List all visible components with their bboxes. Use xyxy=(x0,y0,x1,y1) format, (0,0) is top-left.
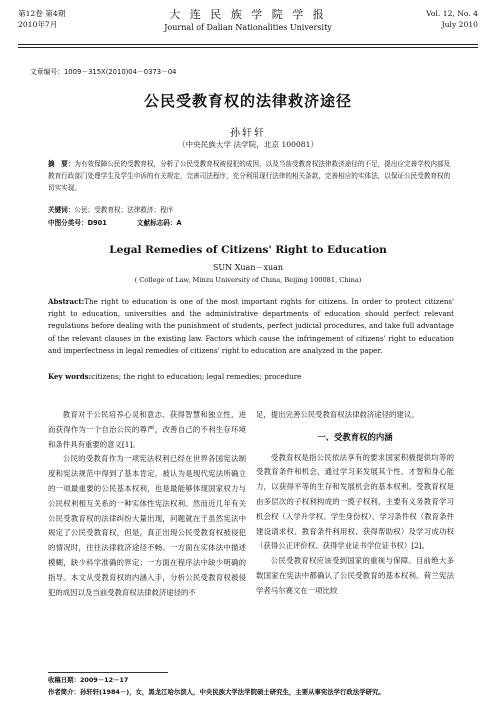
header-rule-bottom xyxy=(18,47,478,48)
abstract-cn xyxy=(48,158,454,194)
abstract-en xyxy=(48,296,454,357)
abstract-cn-text: 为有效保障公民的受教育权，分析了公民受教育权被侵犯的成因，以及当前受教育权法律救济途径的不足，提出应完善学校内部及教育行政部门处理学生及学生申诉的有关规定，完善司法程序，充分利用现行法律的相关条款，完善相应的实体法，以保证公民受教育权的切实实现。 xyxy=(48,160,451,192)
body-paragraph-continued: 足，提出完善公民受教育权法律救济途径的建议。 xyxy=(256,410,419,419)
keywords-en-label: Key words: xyxy=(48,372,92,381)
date-en: July 2010 xyxy=(441,20,478,29)
date-cn: 2010年7月 xyxy=(18,20,58,29)
body-paragraph: 教育对于公民培养心灵和意志、获得智慧和独立性，进而获得作为一个自治公民的尊严，改善自己的不利生存环境和条件具有重要的意义[1]。 xyxy=(48,410,246,449)
body-paragraph: 受教育权是指公民依法享有的要求国家积极提供均等的受教育条件和机会，通过学习来发展其个性、才智和身心能力，以获得平等的生存和发展机会的基本权利。受教育权是由多层次的子权利构成的一揽子权利，主要有义务教育学习机会权（入学升学权、学生身份权）、学习条件权（教育条件建设请求权、教育条件利用权、获得帮助权）及学习成功权（获得公正评价权、获得学业证书学位证书权）[2]。 xyxy=(256,452,454,551)
footnote-rule xyxy=(48,672,168,673)
volume-en: Vol. 12, No. 4 xyxy=(426,9,478,18)
document-code: 文献标志码：A xyxy=(136,219,182,227)
article-number: 文章编号：1009－315X(2010)04－0373－04 xyxy=(30,68,177,76)
keywords-en xyxy=(48,372,454,381)
body-column-left xyxy=(48,408,246,600)
keywords-cn-label: 关键词： xyxy=(48,206,75,214)
journal-name-en: Journal of Dalian Nationalities University xyxy=(164,23,332,32)
keywords-en-text: citizens; the right to education; legal remedies; procedure xyxy=(91,372,302,381)
class-number: 中图分类号：D901 xyxy=(48,219,107,227)
header-center xyxy=(18,8,478,33)
abstract-en-text: The right to education is one of the most important rights for citizens. In order to protect citizens' right to education, universities and the administrative departments of education should perfect relevant regulations before dealing with the punishment of students, perfect judicial procedures, and take full advantage of the relevant clauses in the existing law. Factors which cause the infringement of citizens' right to education and imperfectness in legal remedies of citizens' right to education are analyzed in the paper. xyxy=(48,297,454,355)
footnote-received: 收稿日期：2009－12－17 xyxy=(48,676,129,684)
author-affiliation-en: ( College of Law, Minzu University of China, Beijing 100081, China) xyxy=(134,276,362,284)
volume-cn: 第12卷 第4期 xyxy=(18,9,66,18)
abstract-cn-label: 摘 要： xyxy=(48,160,75,168)
abstract-en-label: Abstract: xyxy=(48,297,85,306)
paper-title-en: Legal Remedies of Citizens' Right to Education xyxy=(109,244,387,256)
author-name: 孙轩轩 xyxy=(230,128,266,139)
author-name-en: SUN Xuan－xuan xyxy=(212,263,284,272)
body-paragraph: 公民的受教育作为一项宪法权利已经在世界各国宪法制度和宪法规范中得到了基本肯定，被认为是现代宪法所确立的一项最重要的公民基本权利，也是最能够体现国家权力与公民权利相互关系的一种实体性宪法权利。然而近几年有关公民受教育权的法律纠纷大量出现，问题就在于虽然宪法中规定了公民受教育权，但是，真正出现公民受教育权被侵犯的情况时，往往法律救济途径不畅。一方面在实体法中描述模糊，缺少科学准确的界定；一方面在程序法中缺少明确的指导。本文从受教育权的内涵入手，分析公民受教育权被侵犯的成因以及当前受教育权法律救济途径的不 xyxy=(48,454,246,597)
header-right xyxy=(426,8,478,30)
paper-title: 公民受教育权的法律救济途径 xyxy=(143,92,352,110)
classification-line xyxy=(48,217,210,227)
keywords-cn xyxy=(48,204,173,214)
author-affiliation: （中央民族大学 法学院，北京 100081） xyxy=(177,140,319,149)
journal-name-cn: 大 连 民 族 学 院 学 报 xyxy=(169,8,327,21)
keywords-cn-text: 公民；受教育权；法律救济；程序 xyxy=(74,206,174,214)
section-heading: 一、受教育权的内涵 xyxy=(317,431,393,442)
header-rule-top xyxy=(18,44,478,45)
body-paragraph: 公民受教育权应该受到国家的重视与保障。目前绝大多数国家在宪法中都确认了公民受教育的基本权利。荷兰宪法学者马尔赛文在一项比较 xyxy=(256,556,454,595)
body-column-right xyxy=(256,408,454,599)
footnote-author: 作者简介：孙轩轩(1984－)，女，黑龙江哈尔滨人，中央民族大学法学院硕士研究生，主要从事宪法学行政法学研究。 xyxy=(48,688,385,696)
